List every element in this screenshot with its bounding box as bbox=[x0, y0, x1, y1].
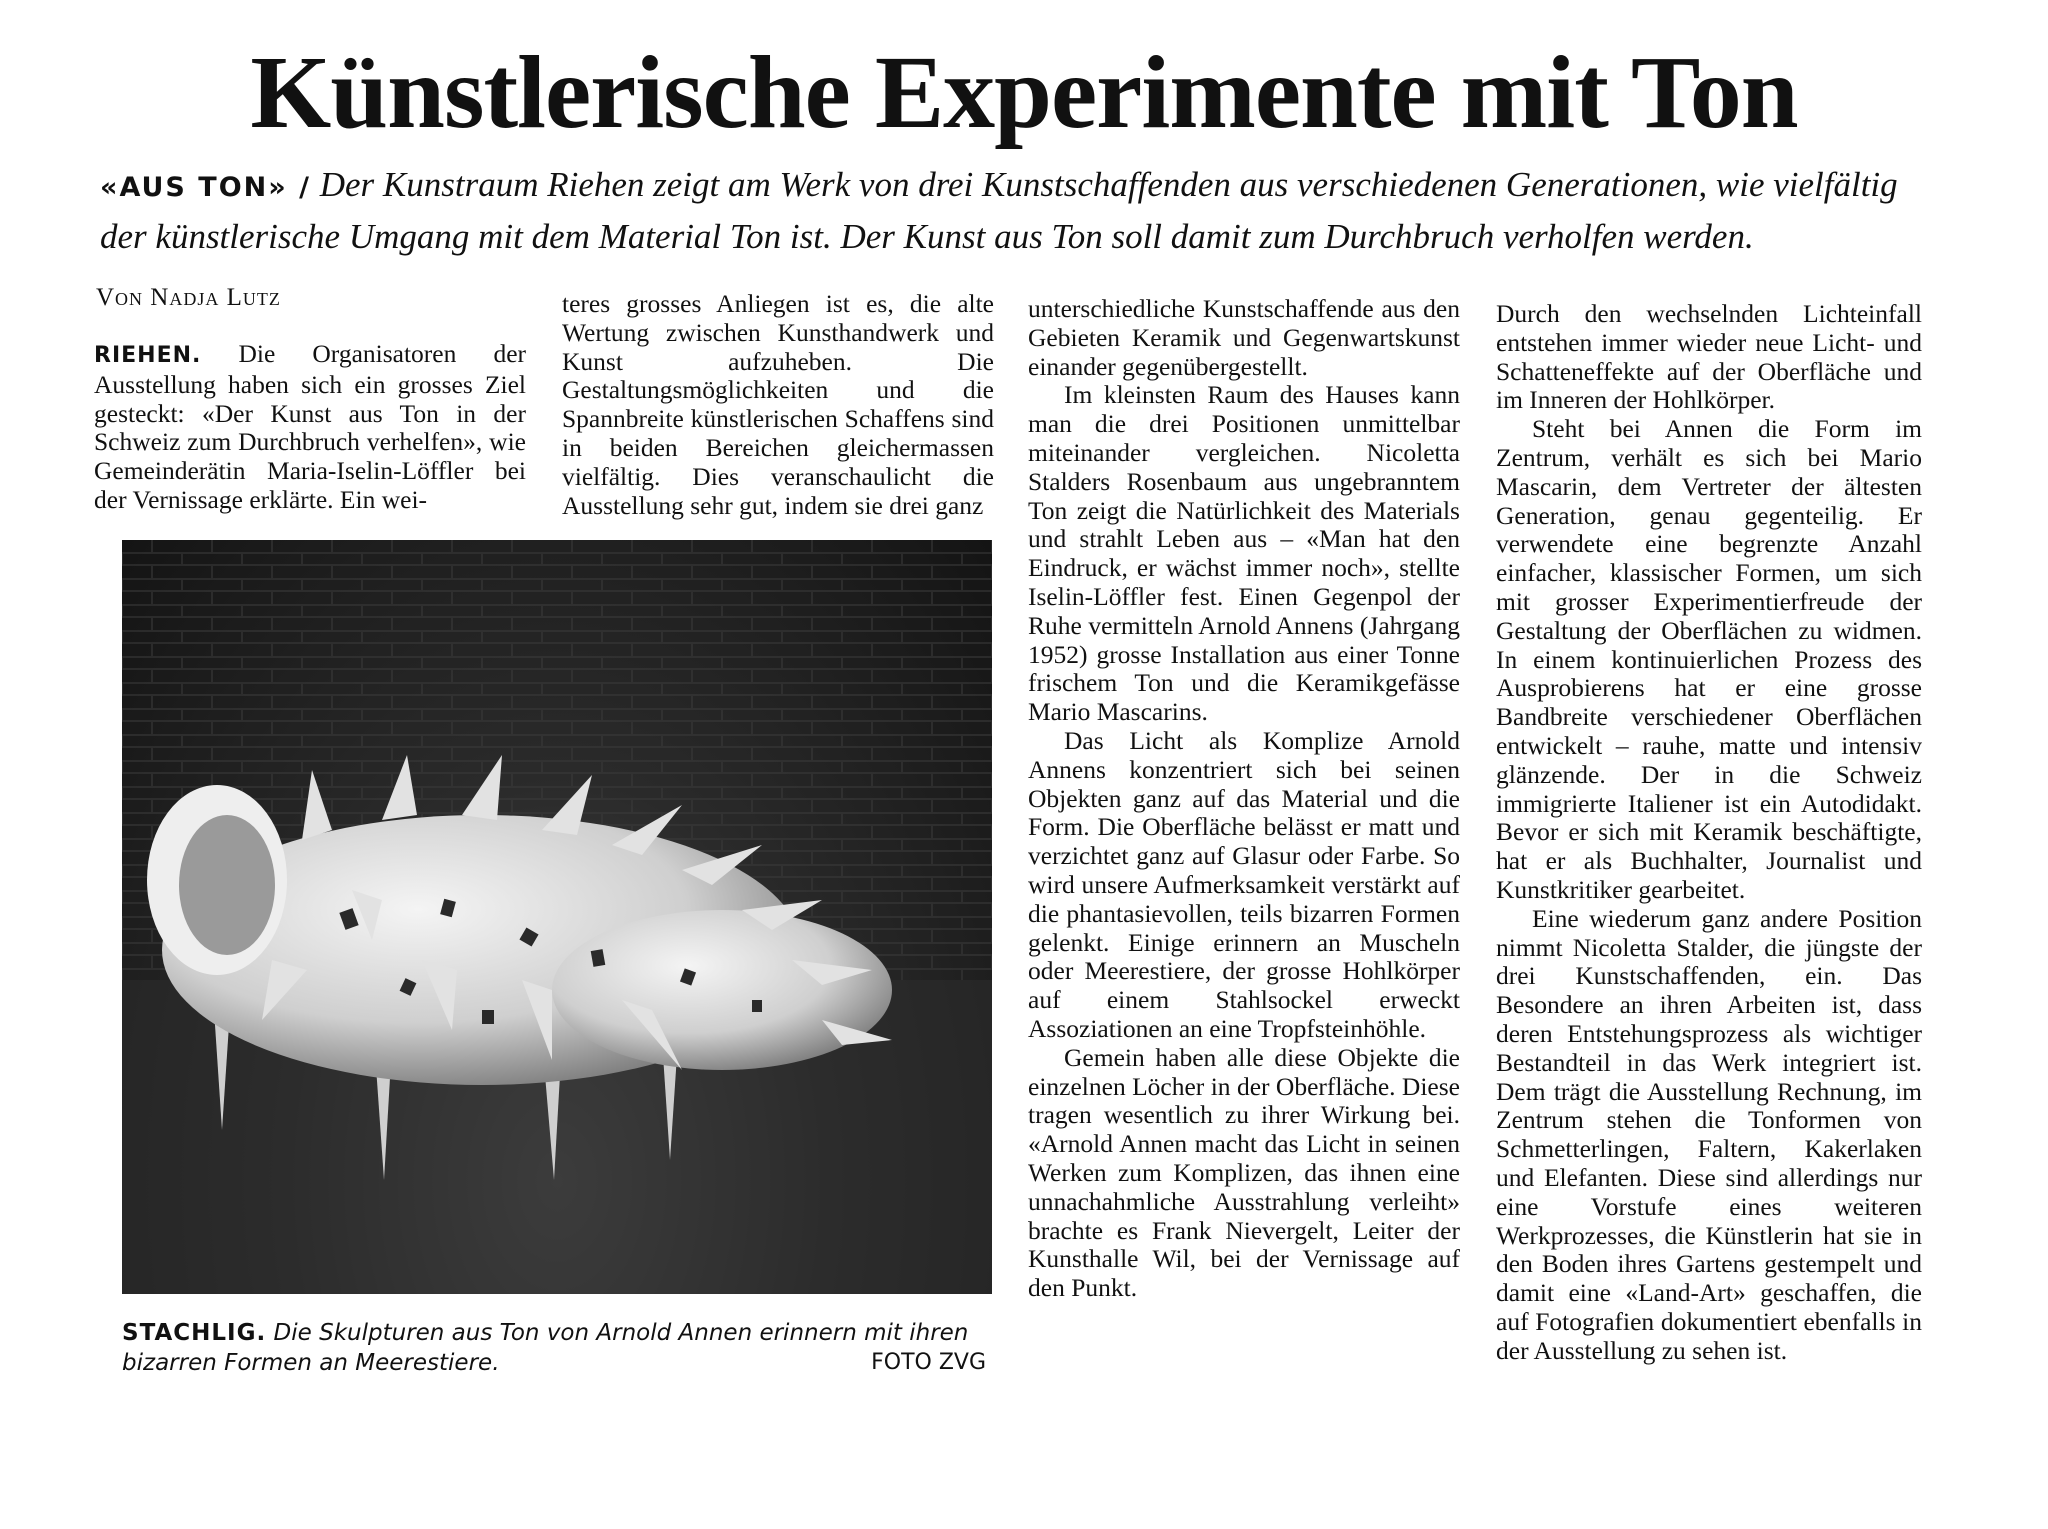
caption-text: Die Skulpturen aus Ton von Arnold Annen erinnern mit ihren bizarren Formen an Meerestiere. bbox=[122, 1320, 969, 1376]
body-paragraph: unterschiedliche Kunstschaffende aus den Gebieten Keramik und Gegenwartskunst einander gegenübergestellt. bbox=[1028, 294, 1460, 381]
body-paragraph: Gemein haben alle diese Objekte die einzelnen Löcher in der Oberfläche. Diese tragen wesentlich zu ihrer Wirkung bei. «Arnold Annen macht das Licht in seinen Werken zum Komplizen, das ihnen eine unnachahmliche Ausstrahlung verleiht» brachte es Frank Nievergelt, Leiter der Kunsthalle Wil, bei der Vernissage auf den Punkt. bbox=[1028, 1042, 1460, 1303]
article-column-4 bbox=[1496, 300, 1922, 1365]
body-paragraph: Steht bei Annen die Form im Zentrum, verhält es sich bei Mario Mascarin, dem Vertreter der ältesten Generation, genau gegenteilig. Er verwendete eine begrenzte Anzahl einfacher, klassischer Formen, um sich mit grosser Experimentierfreude der Gestaltung der Oberflächen zu widmen. In einem kontinuierlichen Prozess des Ausprobierens hat er eine grosse Bandbreite verschiedener Oberflächen entwickelt – rauhe, matte und intensiv glänzende. Der in die Schweiz immigrierte Italiener ist ein Autodidakt. Bevor er sich mit Keramik beschäftigte, hat er als Buchhalter, Journalist und Kunstkritiker gearbeitet. bbox=[1496, 414, 1922, 904]
byline: Von Nadja Lutz bbox=[96, 284, 281, 311]
dateline: RIEHEN. bbox=[94, 343, 202, 368]
photo-caption bbox=[122, 1318, 992, 1378]
article-column-1 bbox=[94, 340, 526, 515]
lead-text: Der Kunstraum Riehen zeigt am Werk von drei Kunstschaffenden aus verschiedenen Generationen, wie vielfältig der künstlerische Umgang mit dem Material Ton ist. Der Kunst aus Ton soll damit zum Durchbruch verholfen werden. bbox=[100, 165, 1898, 256]
body-paragraph: Im kleinsten Raum des Hauses kann man die drei Positionen unmittelbar miteinander vergleichen. Nicoletta Stalders Rosenbaum aus ungebranntem Ton zeigt die Natürlichkeit des Materials und strahlt Leben aus – «Man hat den Eindruck, er wächst immer noch», stellte Iselin-Löffler fest. Einen Gegenpol der Ruhe vermitteln Arnold Annens (Jahrgang 1952) grosse Installation aus einer Tonne frischem Ton und die Keramikgefässe Mario Mascarins. bbox=[1028, 380, 1460, 727]
headline: Künstlerische Experimente mit Ton bbox=[250, 35, 1798, 150]
lead-paragraph bbox=[100, 160, 1950, 261]
body-paragraph: Eine wiederum ganz andere Position nimmt Nicoletta Stalder, die jüngste der drei Kunstschaffenden, ein. Das Besondere an ihren Arbeiten ist, dass deren Entstehungsprozess als wichtiger Bestandteil in das Werk integriert ist. Dem trägt die Ausstellung Rechnung, im Zentrum stehen die Tonformen von Schmetterlingen, Faltern, Kakerlaken und Elefanten. Diese sind allerdings nur eine Vorstufe eines weiteren Werkprozesses, die Künstlerin hat sie in den Boden ihres Gartens gestempelt und damit eine «Land-Art» geschaffen, die auf Fotografien dokumentiert ebenfalls in der Ausstellung zu sehen ist. bbox=[1496, 903, 1922, 1365]
body-text: Die Organisatoren der Ausstellung haben sich ein grosses Ziel gesteckt: «Der Kunst aus Ton in der Schweiz zum Durchbruch verhelfen», wie Gemeinderätin Maria-Iselin-Löffler bei der Vernissage erklärte. Ein wei- bbox=[94, 339, 526, 514]
photo-credit: FOTO ZVG bbox=[871, 1350, 986, 1375]
body-paragraph: teres grosses Anliegen ist es, die alte Wertung zwischen Kunsthandwerk und Kunst aufzuheben. Die Gestaltungsmöglichkeiten und die Spannbreite künstlerischen Schaffens sind in beiden Bereichen gleichermassen vielfältig. Dies veranschaulicht die Ausstellung sehr gut, indem sie drei ganz bbox=[562, 289, 994, 520]
body-paragraph bbox=[94, 340, 526, 515]
lead-kicker: «AUS TON» / bbox=[100, 172, 311, 203]
article-column-3 bbox=[1028, 295, 1460, 1303]
body-paragraph: Das Licht als Komplize Arnold Annens konzentriert sich bei seinen Objekten ganz auf das Material und die Form. Die Oberfläche belässt er matt und verzichtet ganz auf Glasur oder Farbe. So wird unsere Aufmerksamkeit verstärkt auf die phantasievollen, teils bizarren Formen gelenkt. Einige erinnern an Muscheln oder Meerestiere, der grosse Hohlkörper auf einem Stahlsockel erweckt Assoziationen an eine Tropfsteinhöhle. bbox=[1028, 725, 1460, 1043]
caption-lead: STACHLIG. bbox=[122, 1320, 267, 1346]
body-paragraph: Durch den wechselnden Lichteinfall entstehen immer wieder neue Licht- und Schatteneffekte auf der Oberfläche und im Inneren der Hohlkörper. bbox=[1496, 299, 1922, 415]
article-column-2 bbox=[562, 290, 994, 520]
spiky-sculpture-illustration bbox=[122, 540, 992, 1294]
sculpture-photo bbox=[122, 540, 992, 1294]
